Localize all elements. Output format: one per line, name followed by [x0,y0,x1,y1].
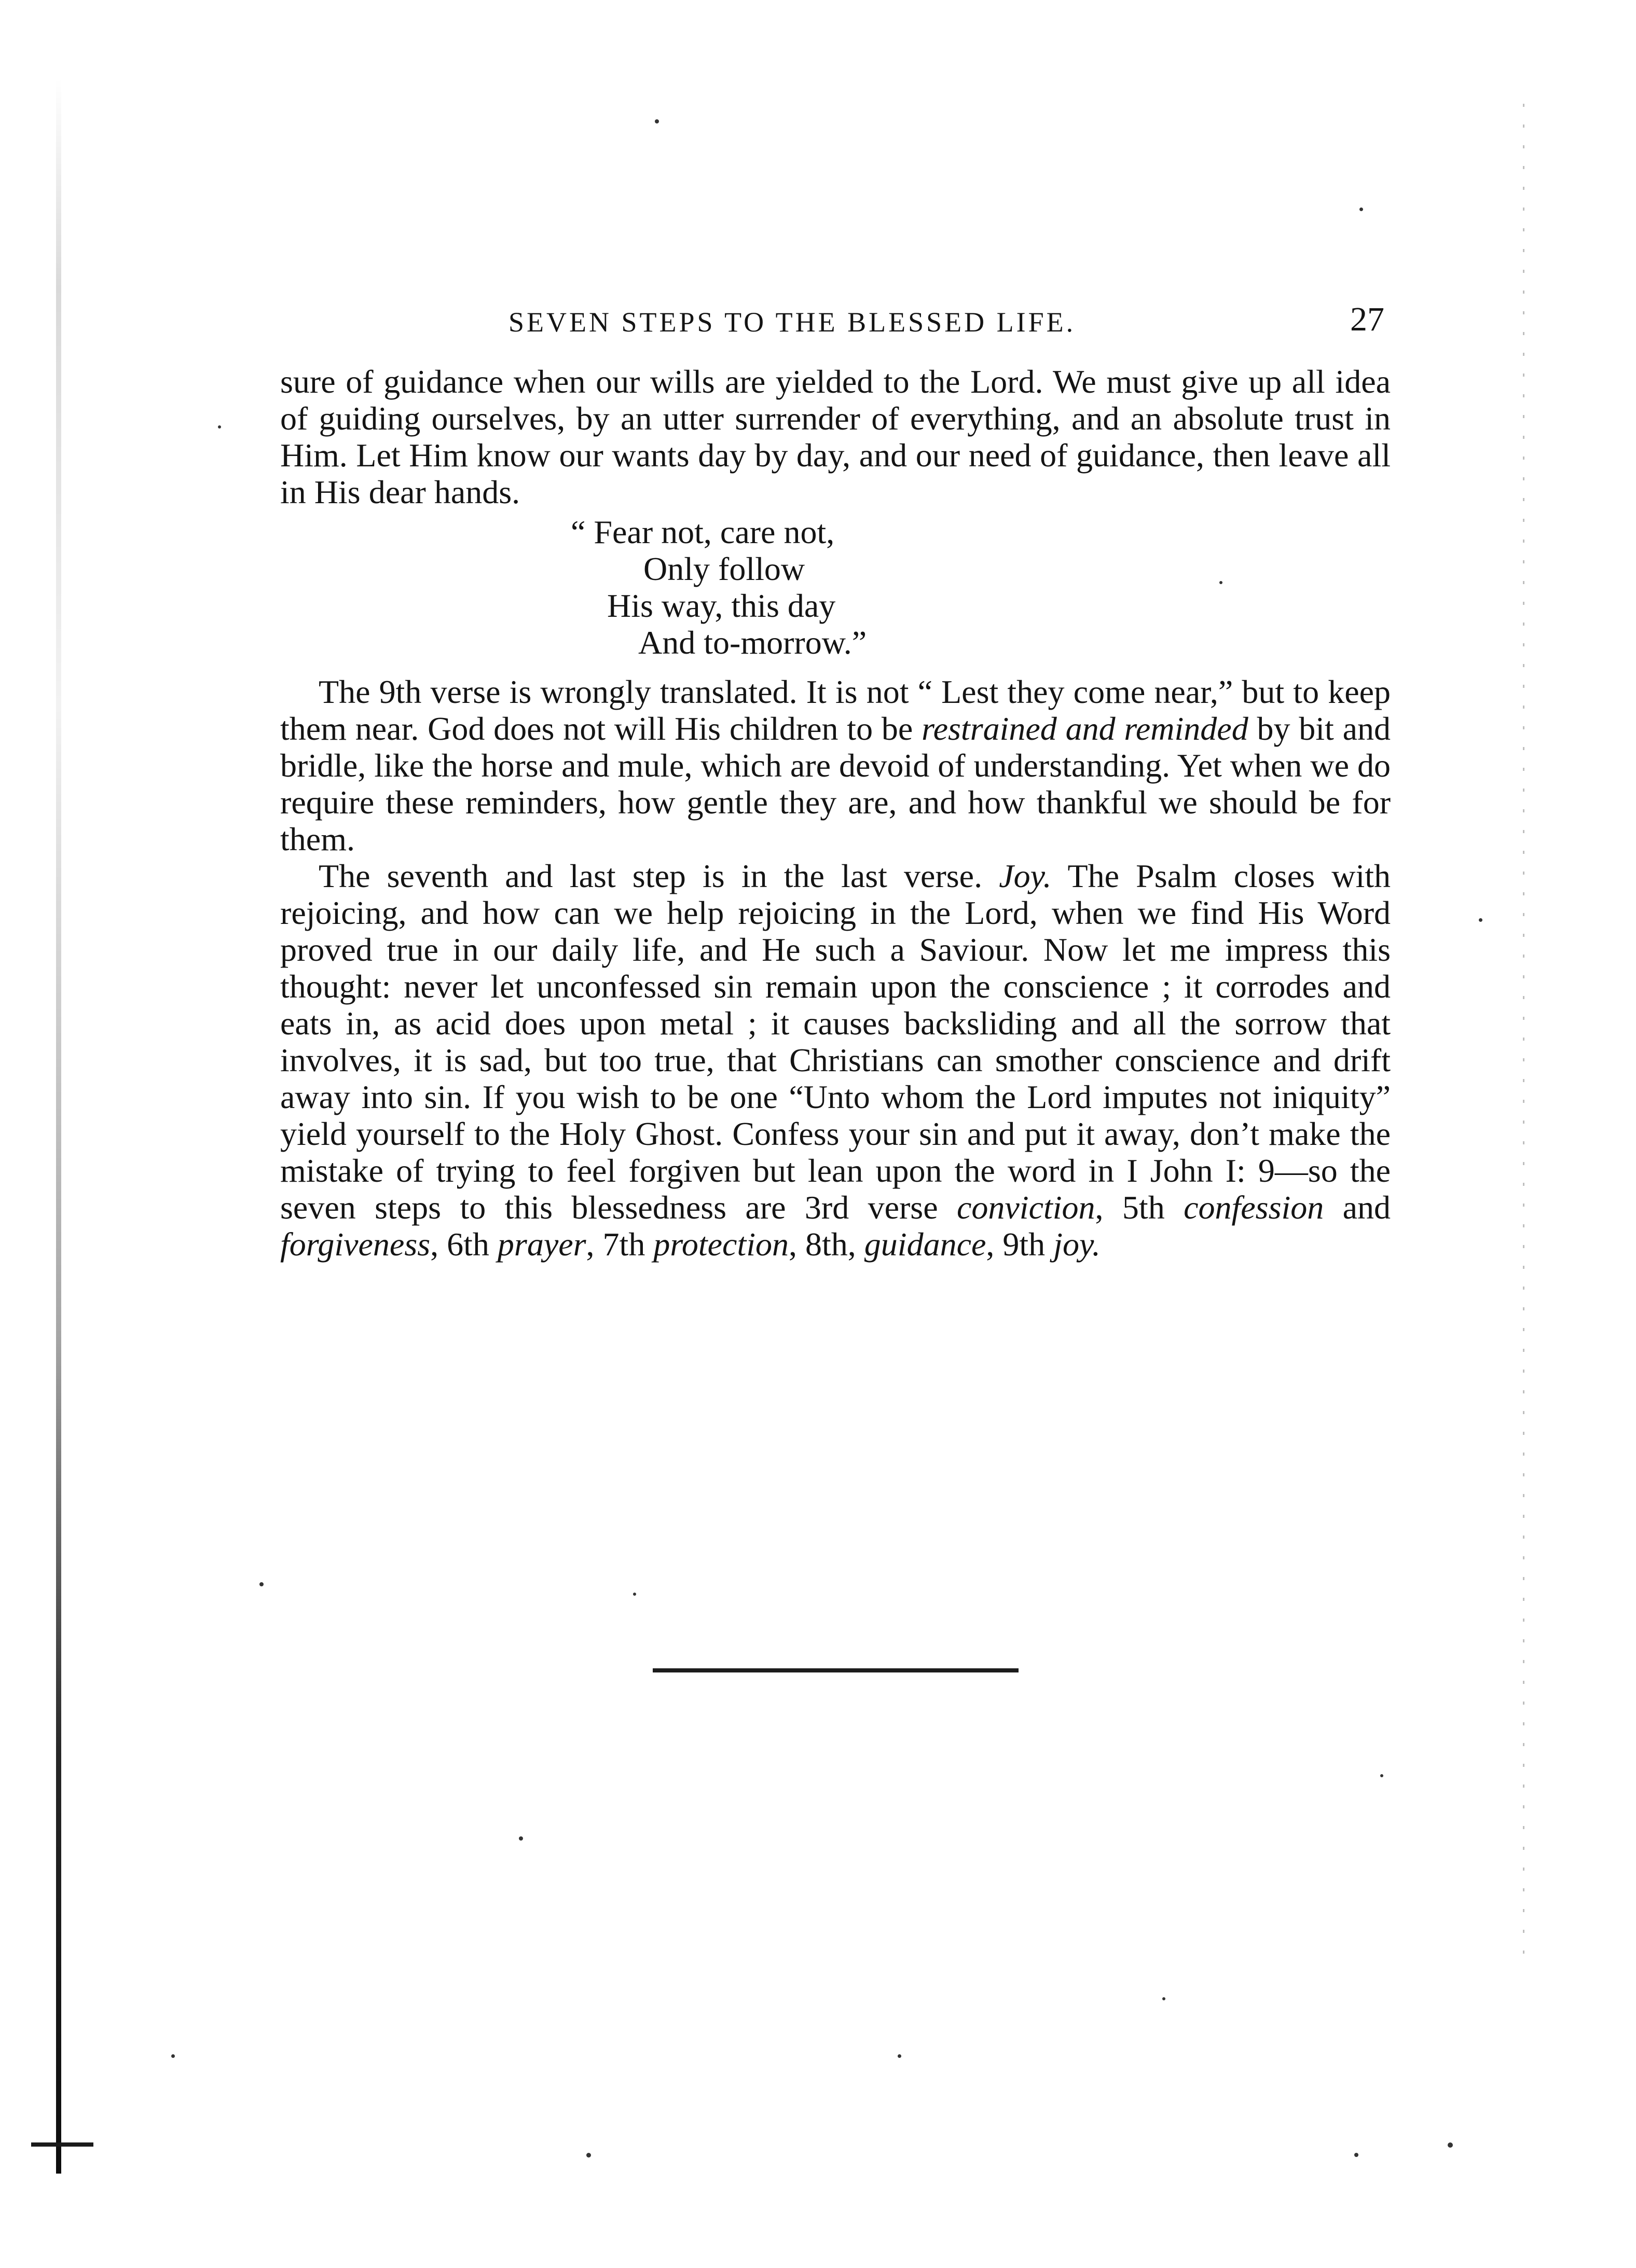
running-head: SEVEN STEPS TO THE BLESSED LIFE. [508,307,1076,338]
scan-speck [1380,1774,1383,1777]
scan-speck [1448,2142,1453,2148]
emphasis-restrained: restrained and reminded [922,710,1248,747]
paragraph-text: , 6th [430,1226,498,1263]
poem-line: And to-morrow.” [638,624,867,661]
emphasis-joy: Joy. [999,858,1052,894]
scan-speck [1354,2153,1358,2157]
scan-speck [1479,918,1482,922]
paragraph-text: and [1324,1189,1391,1226]
emphasis-protection: protection [653,1226,789,1263]
paragraph-ninth-verse [280,673,1391,858]
paragraph-text: , 9th [986,1226,1054,1263]
poem-quote [280,514,1391,661]
scan-speck [171,2054,175,2058]
scan-speck [519,1836,523,1841]
paragraph-continuation: sure of guidance when our wills are yielded to the Lord. We must give up all idea of guiding ourselves, by an utter surrender of everything, and an absolute trust in Him. Let Him know our wants day by day, and our need of guidance, then leave all in His dear hands. [280,363,1391,510]
scan-speck [259,1582,264,1586]
paragraph-text: , 5th [1095,1189,1184,1226]
emphasis-forgiveness: forgiveness [280,1226,431,1263]
scan-speck [898,2054,901,2058]
emphasis-prayer: prayer [497,1226,586,1263]
scan-speck [1359,208,1363,211]
paragraph-text: by bit and bridle, like the horse and mule, which are devoid of understanding. Yet when we do require these reminders, how gentle they are, and how thankful we should be for them. [280,710,1391,858]
emphasis-guidance: guidance [864,1226,986,1263]
paragraph-text: The Psalm closes with rejoicing, and how can we help rejoicing in the Lord, when we find His Word proved true in our daily life, and He such a Saviour. Now let me impress this thought: never let unconfessed sin remain upon the conscience ; it corrodes and eats in, as acid does upon metal ; it causes backsliding and all the sorrow that involves, it is sad, but too true, that Christians can smother conscience and drift away into sin. If you wish to be one “Unto whom the Lord imputes not iniquity” yield yourself to the Holy Ghost. Confess your sin and put it away, don’t make the mistake of trying to feel forgiven but lean upon the word in I John I: 9—so the seven steps to this blessedness are 3rd verse [280,858,1391,1226]
paragraph-text: The 9th verse is wrongly translated. It is not “ Lest they come near,” but to keep them near. God does not will His children to be [280,673,1391,747]
paragraph-text: , 8th, [789,1226,864,1263]
scan-speck [633,1593,636,1596]
section-end-rule [653,1668,1019,1672]
scan-speck [655,119,659,123]
page-number: 27 [1350,300,1384,338]
scan-speck [218,425,221,428]
poem-line: Only follow [643,550,805,587]
emphasis-confession: confession [1184,1189,1324,1226]
paragraph-text: The seventh and last step is in the last verse. [319,858,999,894]
emphasis-joy-final: joy. [1053,1226,1101,1263]
paragraph-seventh-step [280,858,1391,1263]
paragraph-text: , 7th [586,1226,654,1263]
poem-line: “ Fear not, care not, [571,514,835,550]
emphasis-conviction: conviction [956,1189,1095,1226]
body-text [280,363,1391,1263]
poem-line: His way, this day [607,587,836,624]
scan-right-edge [1523,104,1524,1971]
scan-binding-edge [56,78,61,2174]
scan-speck [586,2153,591,2158]
scan-speck [1162,1997,1165,2000]
scan-binding-shadow [31,2142,93,2147]
